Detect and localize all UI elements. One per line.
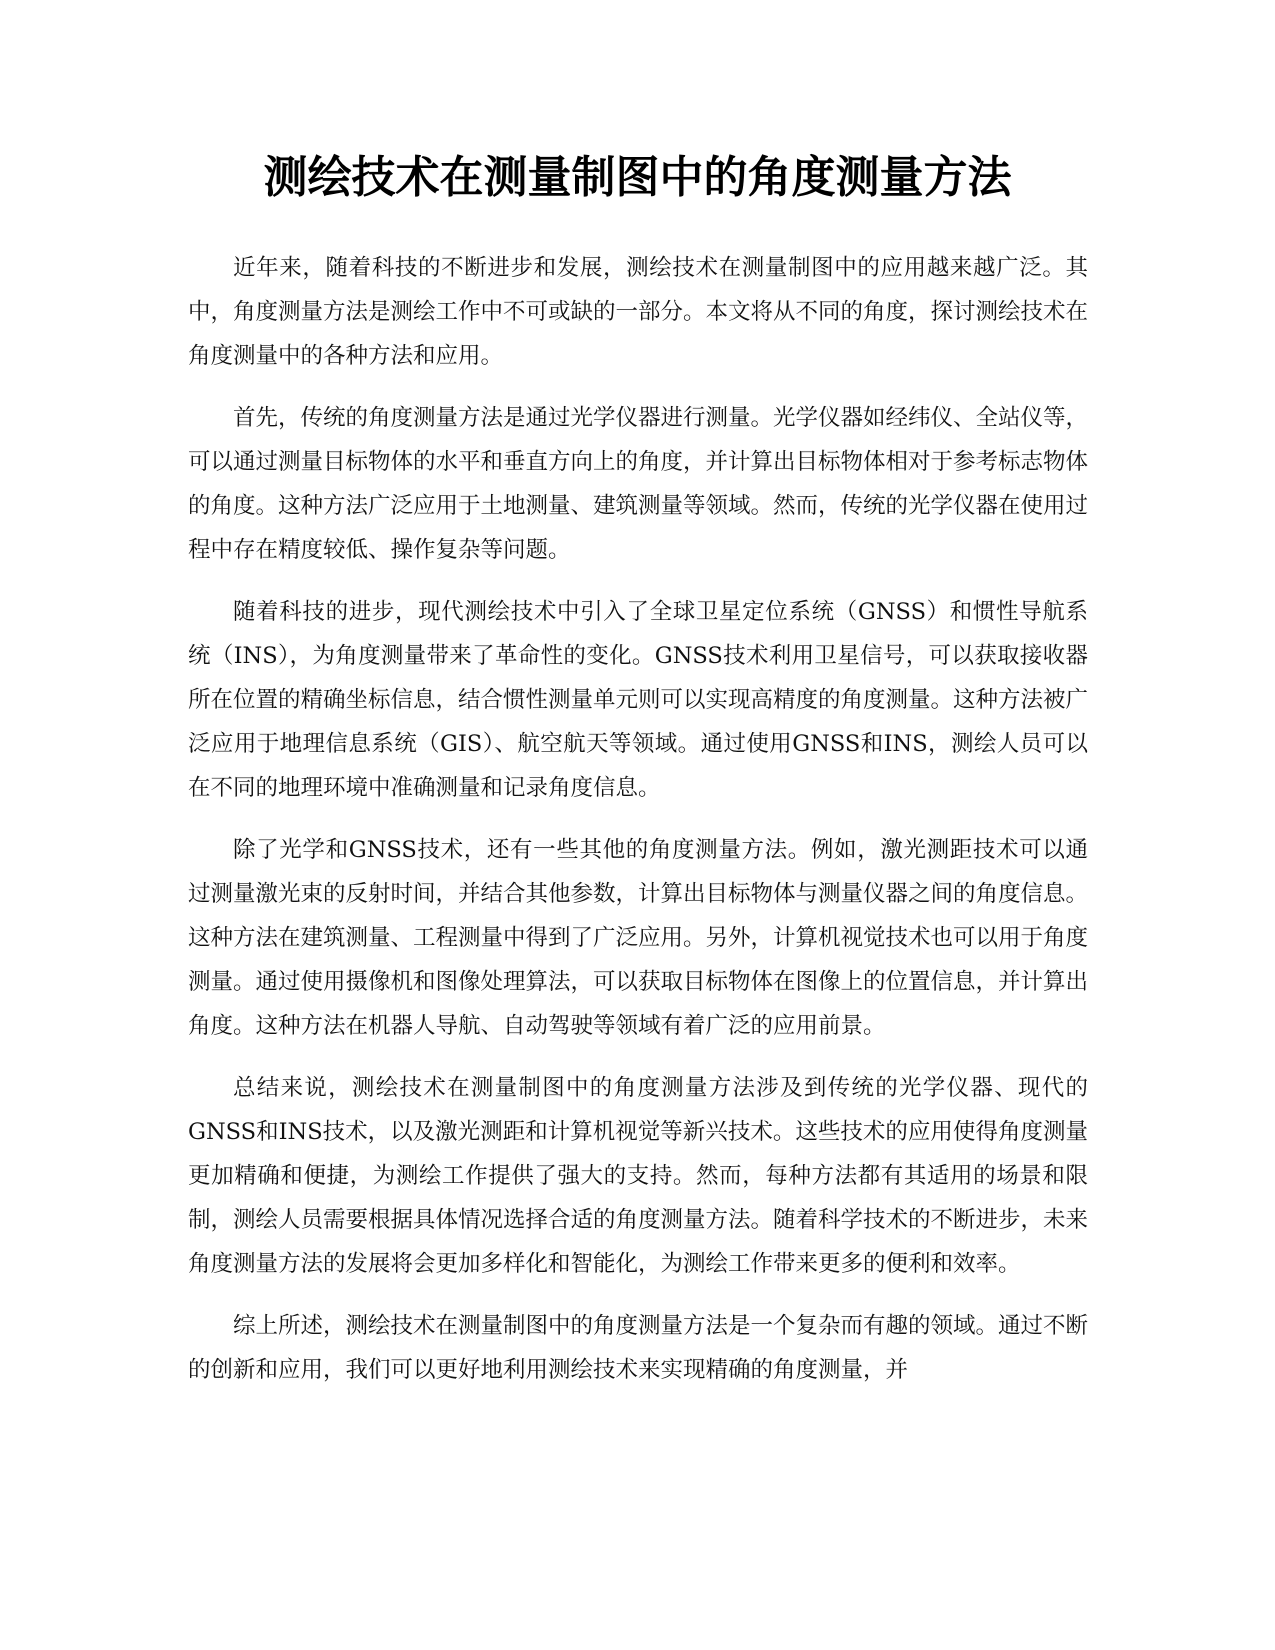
paragraph-6: 综上所述，测绘技术在测量制图中的角度测量方法是一个复杂而有趣的领域。通过不断的创新和应用，我们可以更好地利用测绘技术来实现精确的角度测量，并 xyxy=(188,1313,1089,1383)
paragraph-1: 近年来，随着科技的不断进步和发展，测绘技术在测量制图中的应用越来越广泛。其中，角度测量方法是测绘工作中不可或缺的一部分。本文将从不同的角度，探讨测绘技术在角度测量中的各种方法和应用。 xyxy=(188,255,1089,369)
paragraph-3: 随着科技的进步，现代测绘技术中引入了全球卫星定位系统（GNSS）和惯性导航系统（INS），为角度测量带来了革命性的变化。GNSS技术利用卫星信号，可以获取接收器所在位置的精确坐标信息，结合惯性测量单元则可以实现高精度的角度测量。这种方法被广泛应用于地理信息系统（GIS）、航空航天等领域。通过使用GNSS和INS，测绘人员可以在不同的地理环境中准确测量和记录角度信息。 xyxy=(188,599,1089,801)
document-title: 测绘技术在测量制图中的角度测量方法 xyxy=(263,152,1012,203)
document-body xyxy=(188,246,1088,1410)
paragraph-2: 首先，传统的角度测量方法是通过光学仪器进行测量。光学仪器如经纬仪、全站仪等，可以通过测量目标物体的水平和垂直方向上的角度，并计算出目标物体相对于参考标志物体的角度。这种方法广泛应用于土地测量、建筑测量等领域。然而，传统的光学仪器在使用过程中存在精度较低、操作复杂等问题。 xyxy=(188,405,1089,563)
paragraph-5: 总结来说，测绘技术在测量制图中的角度测量方法涉及到传统的光学仪器、现代的GNSS和INS技术，以及激光测距和计算机视觉等新兴技术。这些技术的应用使得角度测量更加精确和便捷，为测绘工作提供了强大的支持。然而，每种方法都有其适用的场景和限制，测绘人员需要根据具体情况选择合适的角度测量方法。随着科学技术的不断进步，未来角度测量方法的发展将会更加多样化和智能化，为测绘工作带来更多的便利和效率。 xyxy=(188,1075,1089,1277)
paragraph-4: 除了光学和GNSS技术，还有一些其他的角度测量方法。例如，激光测距技术可以通过测量激光束的反射时间，并结合其他参数，计算出目标物体与测量仪器之间的角度信息。这种方法在建筑测量、工程测量中得到了广泛应用。另外，计算机视觉技术也可以用于角度测量。通过使用摄像机和图像处理算法，可以获取目标物体在图像上的位置信息，并计算出角度。这种方法在机器人导航、自动驾驶等领域有着广泛的应用前景。 xyxy=(188,837,1089,1039)
